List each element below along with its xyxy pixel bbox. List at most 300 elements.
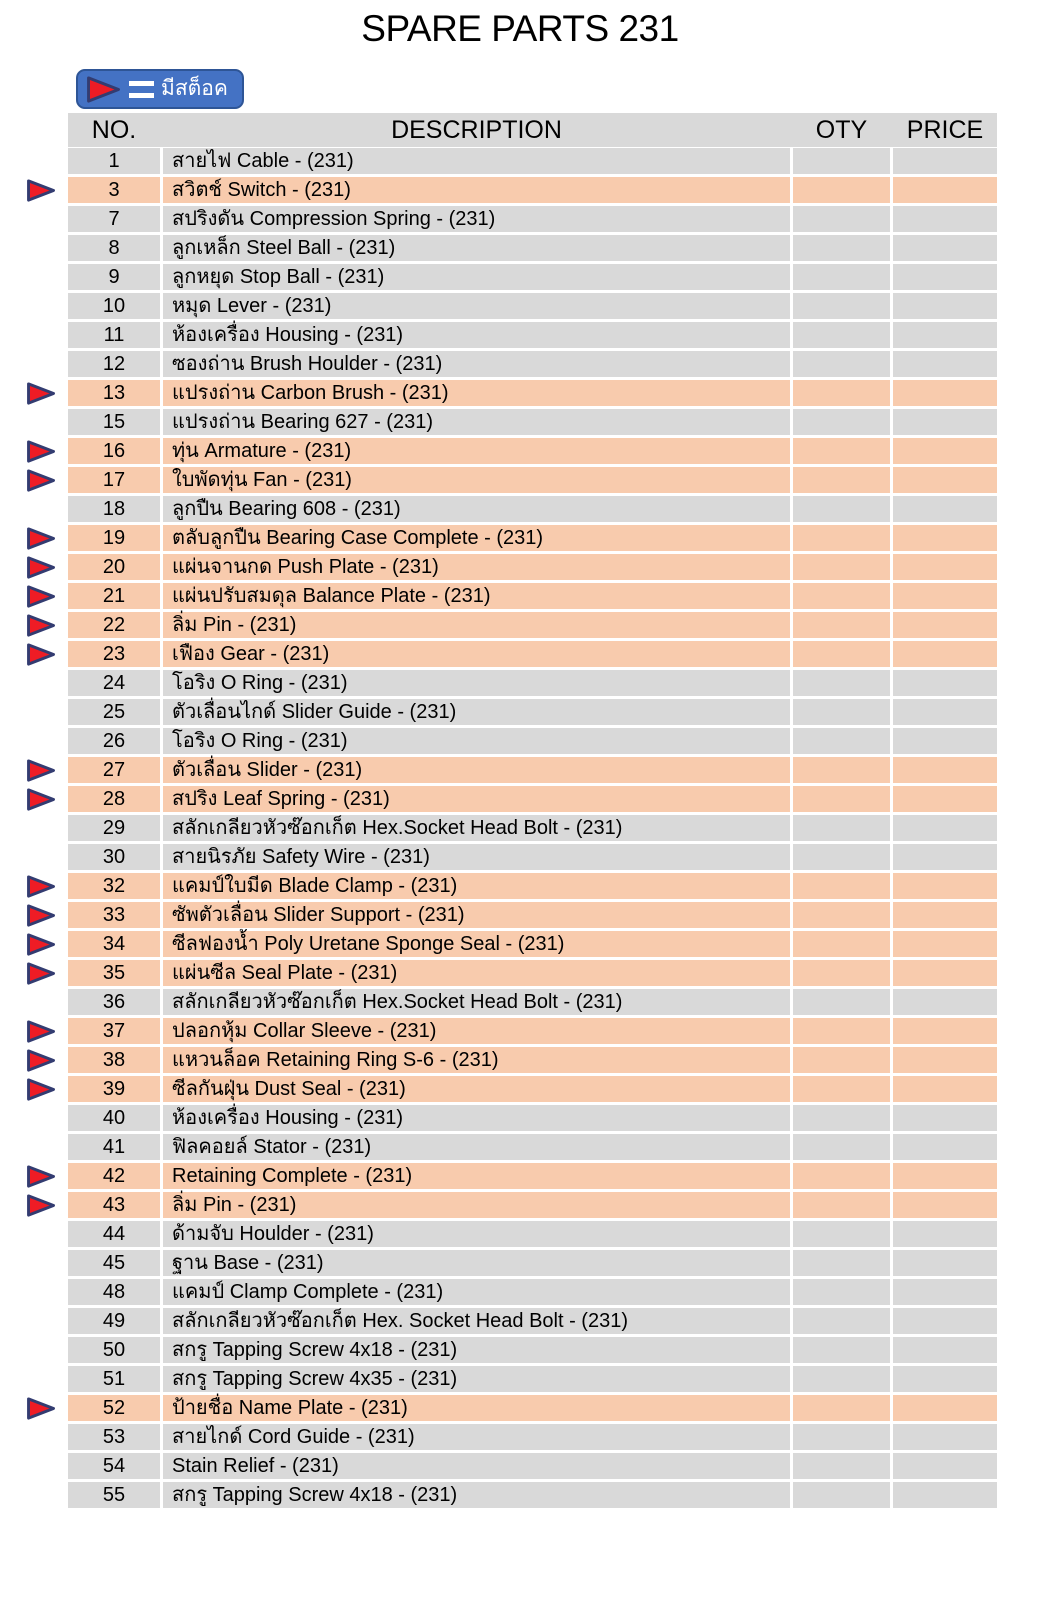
- part-description-cell: ลิ่ม Pin - (231): [163, 1192, 790, 1218]
- part-price-cell: [893, 496, 997, 522]
- row-arrow-marker: [26, 554, 68, 580]
- in-stock-arrow-icon: [26, 903, 57, 928]
- part-number-cell: 40: [68, 1105, 160, 1131]
- part-description-cell: สวิตช์ Switch - (231): [163, 177, 790, 203]
- table-row: [26, 1105, 997, 1131]
- part-number-cell: 53: [68, 1424, 160, 1450]
- table-row: [26, 177, 997, 203]
- part-qty-cell: [793, 844, 890, 870]
- part-description-cell: ซองถ่าน Brush Houlder - (231): [163, 351, 790, 377]
- part-qty-cell: [793, 206, 890, 232]
- part-number-cell: 15: [68, 409, 160, 435]
- row-arrow-marker: [26, 873, 68, 899]
- stock-legend-button[interactable]: [76, 69, 244, 109]
- part-price-cell: [893, 612, 997, 638]
- row-arrow-marker: [26, 1279, 68, 1305]
- part-description-cell: โอริง O Ring - (231): [163, 670, 790, 696]
- part-number-cell: 44: [68, 1221, 160, 1247]
- part-price-cell: [893, 960, 997, 986]
- in-stock-arrow-icon: [26, 555, 57, 580]
- part-price-cell: [893, 641, 997, 667]
- table-row: [26, 322, 997, 348]
- part-qty-cell: [793, 1453, 890, 1479]
- row-arrow-marker: [26, 235, 68, 261]
- in-stock-arrow-icon: [26, 381, 57, 406]
- table-row: [26, 1395, 997, 1421]
- part-price-cell: [893, 1395, 997, 1421]
- part-price-cell: [893, 467, 997, 493]
- part-qty-cell: [793, 1163, 890, 1189]
- part-price-cell: [893, 206, 997, 232]
- part-qty-cell: [793, 409, 890, 435]
- row-arrow-marker: [26, 467, 68, 493]
- row-arrow-marker: [26, 1221, 68, 1247]
- part-price-cell: [893, 931, 997, 957]
- part-qty-cell: [793, 786, 890, 812]
- row-arrow-marker: [26, 1192, 68, 1218]
- part-price-cell: [893, 1018, 997, 1044]
- row-arrow-marker: [26, 1105, 68, 1131]
- stock-arrow-icon: [86, 75, 122, 104]
- table-row: [26, 728, 997, 754]
- part-number-cell: 51: [68, 1366, 160, 1392]
- table-row: [26, 699, 997, 725]
- table-row: [26, 1453, 997, 1479]
- part-number-cell: 26: [68, 728, 160, 754]
- part-number-cell: 13: [68, 380, 160, 406]
- part-description-cell: ด้ามจับ Houlder - (231): [163, 1221, 790, 1247]
- part-description-cell: สายไกด์ Cord Guide - (231): [163, 1424, 790, 1450]
- in-stock-arrow-icon: [26, 468, 57, 493]
- part-description-cell: เฟือง Gear - (231): [163, 641, 790, 667]
- table-row: [26, 873, 997, 899]
- header-no: NO.: [91, 116, 137, 144]
- part-number-cell: 54: [68, 1453, 160, 1479]
- part-number-cell: 9: [68, 264, 160, 290]
- row-arrow-marker: [26, 1482, 68, 1508]
- part-price-cell: [893, 554, 997, 580]
- part-number-cell: 29: [68, 815, 160, 841]
- part-description-cell: ปลอกหุ้ม Collar Sleeve - (231): [163, 1018, 790, 1044]
- table-row: [26, 438, 997, 464]
- row-arrow-marker: [26, 177, 68, 203]
- part-qty-cell: [793, 641, 890, 667]
- in-stock-arrow-icon: [26, 787, 57, 812]
- row-arrow-marker: [26, 583, 68, 609]
- row-arrow-marker: [26, 1424, 68, 1450]
- part-qty-cell: [793, 1250, 890, 1276]
- part-number-cell: 24: [68, 670, 160, 696]
- part-number-cell: 22: [68, 612, 160, 638]
- header-qty: OTY: [815, 116, 868, 144]
- table-row: [26, 612, 997, 638]
- part-description-cell: โอริง O Ring - (231): [163, 728, 790, 754]
- table-row: [26, 1337, 997, 1363]
- part-qty-cell: [793, 235, 890, 261]
- part-price-cell: [893, 1163, 997, 1189]
- part-qty-cell: [793, 322, 890, 348]
- table-row: [26, 641, 997, 667]
- in-stock-arrow-icon: [26, 1164, 57, 1189]
- part-description-cell: ลิ่ม Pin - (231): [163, 612, 790, 638]
- part-qty-cell: [793, 380, 890, 406]
- in-stock-arrow-icon: [26, 758, 57, 783]
- part-price-cell: [893, 380, 997, 406]
- in-stock-arrow-icon: [26, 526, 57, 551]
- row-arrow-marker: [26, 1453, 68, 1479]
- row-arrow-marker: [26, 931, 68, 957]
- part-number-cell: 10: [68, 293, 160, 319]
- table-row: [26, 293, 997, 319]
- table-row: [26, 351, 997, 377]
- part-qty-cell: [793, 264, 890, 290]
- part-price-cell: [893, 409, 997, 435]
- part-number-cell: 39: [68, 1076, 160, 1102]
- part-qty-cell: [793, 1047, 890, 1073]
- part-description-cell: สปริง Leaf Spring - (231): [163, 786, 790, 812]
- part-description-cell: ฐาน Base - (231): [163, 1250, 790, 1276]
- table-row: [26, 554, 997, 580]
- part-price-cell: [893, 1308, 997, 1334]
- part-number-cell: 8: [68, 235, 160, 261]
- part-number-cell: 18: [68, 496, 160, 522]
- part-qty-cell: [793, 1395, 890, 1421]
- table-row: [26, 583, 997, 609]
- row-arrow-marker: [26, 728, 68, 754]
- part-number-cell: 45: [68, 1250, 160, 1276]
- in-stock-arrow-icon: [26, 1077, 57, 1102]
- part-price-cell: [893, 1134, 997, 1160]
- row-arrow-marker: [26, 1395, 68, 1421]
- row-arrow-marker: [26, 1163, 68, 1189]
- table-row: [26, 1163, 997, 1189]
- part-qty-cell: [793, 293, 890, 319]
- part-qty-cell: [793, 1337, 890, 1363]
- part-number-cell: 34: [68, 931, 160, 957]
- part-price-cell: [893, 1076, 997, 1102]
- in-stock-arrow-icon: [26, 642, 57, 667]
- part-number-cell: 23: [68, 641, 160, 667]
- part-price-cell: [893, 1366, 997, 1392]
- part-number-cell: 48: [68, 1279, 160, 1305]
- row-arrow-marker: [26, 496, 68, 522]
- part-qty-cell: [793, 699, 890, 725]
- part-number-cell: 50: [68, 1337, 160, 1363]
- part-number-cell: 30: [68, 844, 160, 870]
- row-arrow-marker: [26, 409, 68, 435]
- part-qty-cell: [793, 438, 890, 464]
- part-price-cell: [893, 1279, 997, 1305]
- part-qty-cell: [793, 1105, 890, 1131]
- part-price-cell: [893, 873, 997, 899]
- part-qty-cell: [793, 1366, 890, 1392]
- part-qty-cell: [793, 1482, 890, 1508]
- table-row: [26, 1134, 997, 1160]
- part-price-cell: [893, 670, 997, 696]
- part-description-cell: สายนิรภัย Safety Wire - (231): [163, 844, 790, 870]
- part-qty-cell: [793, 612, 890, 638]
- part-description-cell: สกรู Tapping Screw 4x18 - (231): [163, 1337, 790, 1363]
- table-row: [26, 989, 997, 1015]
- table-row: [26, 467, 997, 493]
- part-qty-cell: [793, 554, 890, 580]
- part-number-cell: 38: [68, 1047, 160, 1073]
- table-row: [26, 1366, 997, 1392]
- table-row: [26, 1018, 997, 1044]
- row-arrow-marker: [26, 989, 68, 1015]
- part-qty-cell: [793, 496, 890, 522]
- part-price-cell: [893, 1453, 997, 1479]
- table-row: [26, 206, 997, 232]
- part-qty-cell: [793, 757, 890, 783]
- part-description-cell: แคมป์ Clamp Complete - (231): [163, 1279, 790, 1305]
- in-stock-arrow-icon: [26, 874, 57, 899]
- part-number-cell: 7: [68, 206, 160, 232]
- row-arrow-marker: [26, 960, 68, 986]
- row-arrow-marker: [26, 322, 68, 348]
- part-number-cell: 43: [68, 1192, 160, 1218]
- part-description-cell: สกรู Tapping Screw 4x18 - (231): [163, 1482, 790, 1508]
- table-row: [26, 1424, 997, 1450]
- table-row: [26, 786, 997, 812]
- part-number-cell: 16: [68, 438, 160, 464]
- row-arrow-marker: [26, 1250, 68, 1276]
- part-price-cell: [893, 235, 997, 261]
- header-description: DESCRIPTION: [391, 116, 562, 144]
- part-description-cell: แหวนล็อค Retaining Ring S-6 - (231): [163, 1047, 790, 1073]
- row-arrow-marker: [26, 786, 68, 812]
- part-number-cell: 28: [68, 786, 160, 812]
- table-row: [26, 757, 997, 783]
- part-description-cell: แผ่นปรับสมดุล Balance Plate - (231): [163, 583, 790, 609]
- part-qty-cell: [793, 670, 890, 696]
- table-row: [26, 148, 997, 174]
- table-row: [26, 264, 997, 290]
- part-number-cell: 37: [68, 1018, 160, 1044]
- part-number-cell: 17: [68, 467, 160, 493]
- part-price-cell: [893, 148, 997, 174]
- table-row: [26, 1192, 997, 1218]
- table-row: [26, 1076, 997, 1102]
- part-description-cell: ซีลกันฝุ่น Dust Seal - (231): [163, 1076, 790, 1102]
- part-price-cell: [893, 525, 997, 551]
- part-number-cell: 19: [68, 525, 160, 551]
- in-stock-arrow-icon: [26, 439, 57, 464]
- part-number-cell: 49: [68, 1308, 160, 1334]
- part-number-cell: 12: [68, 351, 160, 377]
- row-arrow-marker: [26, 293, 68, 319]
- part-description-cell: แคมป์ใบมีด Blade Clamp - (231): [163, 873, 790, 899]
- part-qty-cell: [793, 351, 890, 377]
- header-price: PRICE: [906, 116, 984, 144]
- part-description-cell: สปริงดัน Compression Spring - (231): [163, 206, 790, 232]
- part-description-cell: แผ่นจานกด Push Plate - (231): [163, 554, 790, 580]
- in-stock-arrow-icon: [26, 1048, 57, 1073]
- part-qty-cell: [793, 728, 890, 754]
- part-description-cell: ลูกเหล็ก Steel Ball - (231): [163, 235, 790, 261]
- table-row: [26, 380, 997, 406]
- part-description-cell: ซัพตัวเลื่อน Slider Support - (231): [163, 902, 790, 928]
- part-description-cell: หมุด Lever - (231): [163, 293, 790, 319]
- part-description-cell: แผ่นซีล Seal Plate - (231): [163, 960, 790, 986]
- part-qty-cell: [793, 1076, 890, 1102]
- in-stock-arrow-icon: [26, 584, 57, 609]
- part-description-cell: ฟิลคอยล์ Stator - (231): [163, 1134, 790, 1160]
- row-arrow-marker: [26, 641, 68, 667]
- part-qty-cell: [793, 815, 890, 841]
- part-qty-cell: [793, 1134, 890, 1160]
- row-arrow-marker: [26, 1134, 68, 1160]
- table-row: [26, 1250, 997, 1276]
- part-description-cell: ห้องเครื่อง Housing - (231): [163, 322, 790, 348]
- part-price-cell: [893, 844, 997, 870]
- in-stock-arrow-icon: [26, 1193, 57, 1218]
- part-price-cell: [893, 1424, 997, 1450]
- parts-table-body: [26, 148, 997, 1508]
- table-row: [26, 1308, 997, 1334]
- part-price-cell: [893, 1482, 997, 1508]
- part-description-cell: สายไฟ Cable - (231): [163, 148, 790, 174]
- in-stock-arrow-icon: [26, 961, 57, 986]
- part-price-cell: [893, 438, 997, 464]
- part-qty-cell: [793, 1424, 890, 1450]
- row-arrow-marker: [26, 699, 68, 725]
- table-row: [26, 235, 997, 261]
- stock-legend-label: มีสต็อค: [161, 76, 228, 100]
- part-qty-cell: [793, 902, 890, 928]
- part-description-cell: ทุ่น Armature - (231): [163, 438, 790, 464]
- table-row: [26, 931, 997, 957]
- part-qty-cell: [793, 525, 890, 551]
- row-arrow-marker: [26, 670, 68, 696]
- part-number-cell: 33: [68, 902, 160, 928]
- part-number-cell: 35: [68, 960, 160, 986]
- table-header: [68, 113, 997, 147]
- part-price-cell: [893, 786, 997, 812]
- part-qty-cell: [793, 1279, 890, 1305]
- parts-table: [26, 113, 997, 1511]
- part-price-cell: [893, 177, 997, 203]
- part-price-cell: [893, 1047, 997, 1073]
- part-number-cell: 1: [68, 148, 160, 174]
- part-price-cell: [893, 293, 997, 319]
- part-price-cell: [893, 1337, 997, 1363]
- page-title: SPARE PARTS 231: [361, 8, 679, 49]
- row-arrow-marker: [26, 1076, 68, 1102]
- table-row: [26, 1047, 997, 1073]
- part-description-cell: ห้องเครื่อง Housing - (231): [163, 1105, 790, 1131]
- part-qty-cell: [793, 931, 890, 957]
- part-number-cell: 32: [68, 873, 160, 899]
- part-description-cell: ใบพัดทุ่น Fan - (231): [163, 467, 790, 493]
- part-qty-cell: [793, 960, 890, 986]
- part-number-cell: 11: [68, 322, 160, 348]
- part-description-cell: ตัวเลื่อนไกด์ Slider Guide - (231): [163, 699, 790, 725]
- table-row: [26, 1482, 997, 1508]
- part-qty-cell: [793, 1018, 890, 1044]
- table-row: [26, 815, 997, 841]
- part-description-cell: ลูกหยุด Stop Ball - (231): [163, 264, 790, 290]
- part-qty-cell: [793, 148, 890, 174]
- part-qty-cell: [793, 1192, 890, 1218]
- part-qty-cell: [793, 989, 890, 1015]
- table-row: [26, 670, 997, 696]
- part-number-cell: 27: [68, 757, 160, 783]
- part-description-cell: ป้ายชื่อ Name Plate - (231): [163, 1395, 790, 1421]
- row-arrow-marker: [26, 902, 68, 928]
- part-qty-cell: [793, 467, 890, 493]
- row-arrow-marker: [26, 264, 68, 290]
- part-price-cell: [893, 699, 997, 725]
- row-arrow-marker: [26, 1366, 68, 1392]
- part-qty-cell: [793, 1308, 890, 1334]
- part-description-cell: ลูกปืน Bearing 608 - (231): [163, 496, 790, 522]
- row-arrow-marker: [26, 206, 68, 232]
- row-arrow-marker: [26, 1047, 68, 1073]
- row-arrow-marker: [26, 380, 68, 406]
- part-number-cell: 25: [68, 699, 160, 725]
- row-arrow-marker: [26, 1308, 68, 1334]
- part-description-cell: Stain Relief - (231): [163, 1453, 790, 1479]
- table-row: [26, 844, 997, 870]
- part-number-cell: 41: [68, 1134, 160, 1160]
- row-arrow-marker: [26, 815, 68, 841]
- part-qty-cell: [793, 873, 890, 899]
- table-row: [26, 525, 997, 551]
- part-price-cell: [893, 815, 997, 841]
- in-stock-arrow-icon: [26, 178, 57, 203]
- part-price-cell: [893, 351, 997, 377]
- part-price-cell: [893, 322, 997, 348]
- part-number-cell: 42: [68, 1163, 160, 1189]
- part-description-cell: แปรงถ่าน Bearing 627 - (231): [163, 409, 790, 435]
- in-stock-arrow-icon: [26, 932, 57, 957]
- part-description-cell: แปรงถ่าน Carbon Brush - (231): [163, 380, 790, 406]
- in-stock-arrow-icon: [26, 1396, 57, 1421]
- row-arrow-marker: [26, 438, 68, 464]
- row-arrow-marker: [26, 757, 68, 783]
- row-arrow-marker: [26, 148, 68, 174]
- part-qty-cell: [793, 1221, 890, 1247]
- part-number-cell: 52: [68, 1395, 160, 1421]
- row-arrow-marker: [26, 612, 68, 638]
- part-description-cell: สลักเกลียวหัวซ๊อกเก็ต Hex. Socket Head Bolt - (231): [163, 1308, 790, 1334]
- table-row: [26, 409, 997, 435]
- part-price-cell: [893, 989, 997, 1015]
- row-arrow-marker: [26, 1018, 68, 1044]
- row-arrow-marker: [26, 1337, 68, 1363]
- table-row: [26, 496, 997, 522]
- part-number-cell: 55: [68, 1482, 160, 1508]
- part-description-cell: ซีลฟองน้ำ Poly Uretane Sponge Seal - (231): [163, 931, 790, 957]
- part-price-cell: [893, 728, 997, 754]
- part-price-cell: [893, 757, 997, 783]
- part-number-cell: 3: [68, 177, 160, 203]
- part-price-cell: [893, 264, 997, 290]
- row-arrow-marker: [26, 844, 68, 870]
- part-number-cell: 36: [68, 989, 160, 1015]
- row-arrow-marker: [26, 351, 68, 377]
- part-price-cell: [893, 1221, 997, 1247]
- part-price-cell: [893, 1192, 997, 1218]
- table-row: [26, 1221, 997, 1247]
- part-price-cell: [893, 1250, 997, 1276]
- table-row: [26, 960, 997, 986]
- part-description-cell: ตลับลูกปืน Bearing Case Complete - (231): [163, 525, 790, 551]
- in-stock-arrow-icon: [26, 1019, 57, 1044]
- part-description-cell: สกรู Tapping Screw 4x35 - (231): [163, 1366, 790, 1392]
- table-row: [26, 902, 997, 928]
